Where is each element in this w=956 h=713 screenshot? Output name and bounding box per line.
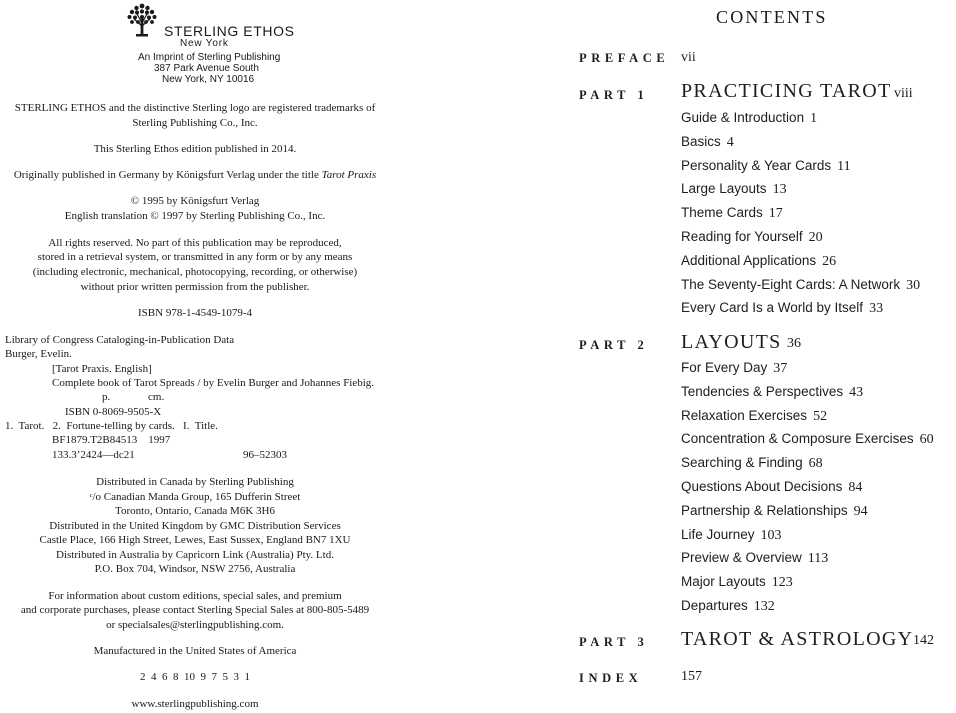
rights-line: without prior written permission from the publisher.: [80, 281, 310, 293]
toc-entry-page-number: 33: [869, 301, 884, 317]
toc-entry: [681, 110, 817, 127]
toc-entry: [681, 277, 920, 294]
toc-entry-title: Additional Applications: [681, 252, 817, 268]
website-line: www.sterlingpublishing.com: [131, 698, 259, 710]
cip-author: Burger, Evelin.: [5, 348, 72, 360]
toc-entry: [681, 300, 883, 317]
toc-entry-title: Theme Cards: [681, 205, 763, 221]
toc-entry: [681, 229, 823, 246]
toc-entry-title: Personality & Year Cards: [681, 157, 832, 173]
manufactured-note: Manufactured in the United States of America: [93, 645, 297, 657]
toc-entry: [681, 134, 734, 151]
publisher-logo-city: New York: [180, 38, 229, 49]
original-publication-note: [0, 168, 390, 183]
preface-page-number: vii: [681, 50, 696, 65]
distribution-line: Castle Place, 166 High Street, Lewes, East Sussex, England BN7 1XU: [39, 534, 351, 546]
toc-entry-title: Reading for Yourself: [681, 229, 803, 244]
toc-entry: [681, 431, 934, 448]
toc-entry: [681, 408, 827, 425]
part-title: TAROT & ASTROLOGY: [681, 628, 914, 650]
toc-entry-page-number: 43: [849, 384, 864, 400]
toc-entry-title: Relaxation Exercises: [681, 407, 808, 423]
toc-entry-title: Searching & Finding: [681, 455, 803, 471]
toc-entry-page-number: 60: [919, 432, 934, 448]
toc-entry-page-number: 94: [853, 503, 868, 519]
cip-dewey: 133.3’2424—dc21: [52, 449, 135, 461]
trademark-line: Sterling Publishing Co., Inc.: [132, 117, 258, 129]
distribution-line: P.O. Box 704, Windsor, NSW 2756, Australia: [94, 563, 296, 575]
cip-lccn: 96–52303: [243, 449, 287, 461]
special-sales-line: or specialsales@sterlingpublishing.com.: [106, 619, 284, 631]
copyright-line: © 1995 by Königsfurt Verlag: [130, 195, 260, 207]
toc-entry-title: Guide & Introduction: [681, 110, 805, 125]
toc-entry-title: Life Journey: [681, 526, 755, 542]
index-page-number: 157: [681, 669, 702, 684]
isbn-line: ISBN 978-1-4549-1079-4: [138, 307, 252, 319]
toc-entry: [681, 503, 868, 520]
distribution-line: Distributed in the United Kingdom by GMC Distribution Services: [49, 520, 341, 532]
toc-entry-title: Every Card Is a World by Itself: [681, 300, 864, 316]
contents-page: [570, 0, 956, 713]
original-title: Tarot Praxis: [321, 169, 377, 181]
toc-entry-title: For Every Day: [681, 360, 768, 375]
toc-entry: [681, 158, 851, 175]
toc-entry-title: Basics: [681, 133, 721, 149]
toc-entry-title: Departures: [681, 598, 748, 613]
toc-entry-page-number: 4: [726, 134, 734, 150]
imprint-line: 387 Park Avenue South: [154, 63, 259, 74]
toc-entry-page-number: 132: [753, 599, 775, 614]
part-page-number: 36: [787, 336, 801, 351]
toc-entry-page-number: 123: [771, 575, 793, 591]
toc-entry: [681, 479, 862, 496]
toc-entry-page-number: 20: [808, 230, 823, 245]
part-page-number: 142: [913, 633, 934, 648]
part-label: PART 1: [579, 88, 649, 102]
toc-entry-page-number: 37: [773, 361, 788, 376]
toc-entry-title: Preview & Overview: [681, 550, 802, 566]
publisher-logo-name: STERLING ETHOS: [164, 23, 295, 39]
toc-entry-page-number: 68: [808, 456, 823, 472]
toc-entry-title: Partnership & Relationships: [681, 502, 848, 518]
toc-entry-title: The Seventy-Eight Cards: A Network: [681, 276, 901, 292]
preface-label: PREFACE: [579, 51, 670, 65]
toc-entry-page-number: 11: [837, 158, 851, 174]
toc-entry: [681, 455, 823, 472]
original-publication-prefix: Originally published in Germany by Königsfurt Verlag under the title: [13, 169, 322, 181]
rights-line: stored in a retrieval system, or transmitted in any form or by any means: [37, 251, 353, 263]
toc-entry-title: Major Layouts: [681, 574, 766, 590]
toc-entry-page-number: 30: [906, 277, 921, 293]
toc-entry: [681, 205, 783, 222]
toc-entry-page-number: 1: [810, 111, 818, 126]
contents-heading: CONTENTS: [716, 7, 828, 27]
toc-entry-page-number: 103: [760, 527, 782, 543]
rights-line: (including electronic, mechanical, photocopying, recording, or otherwise): [32, 266, 358, 278]
part-title: LAYOUTS: [681, 331, 782, 353]
special-sales-line: For information about custom editions, special sales, and premium: [48, 590, 342, 602]
rights-line: All rights reserved. No part of this publication may be reproduced,: [48, 237, 342, 249]
toc-entry: [681, 598, 775, 615]
cip-pagination: p.: [102, 391, 111, 403]
toc-entry: [681, 527, 782, 544]
toc-entry: [681, 360, 787, 377]
toc-entry-page-number: 17: [768, 206, 783, 222]
cip-title-statement: Complete book of Tarot Spreads / by Evelin Burger and Johannes Fiebig.: [52, 377, 375, 389]
toc-entry: [681, 181, 787, 198]
toc-entry-title: Concentration & Composure Exercises: [681, 431, 914, 447]
imprint-line: New York, NY 10016: [162, 74, 255, 85]
toc-entry-title: Tendencies & Perspectives: [681, 383, 844, 399]
distribution-line: ᶜ/o Canadian Manda Group, 165 Dufferin Street: [89, 491, 301, 503]
part-page-number: viii: [894, 86, 913, 101]
distribution-line: Distributed in Australia by Capricorn Link (Australia) Pty. Ltd.: [56, 549, 334, 561]
toc-entry-page-number: 26: [822, 253, 837, 269]
toc-entry: [681, 574, 793, 591]
index-label: INDEX: [579, 671, 643, 685]
toc-entry-page-number: 13: [772, 182, 787, 198]
special-sales-line: and corporate purchases, please contact Sterling Special Sales at 800-805-5489: [20, 604, 370, 616]
toc-entry: [681, 384, 863, 401]
copyright-page: [0, 0, 390, 713]
toc-entry-page-number: 113: [807, 551, 829, 567]
edition-note: This Sterling Ethos edition published in 2014.: [93, 143, 297, 155]
part-label: PART 3: [579, 635, 649, 649]
toc-entry: [681, 550, 828, 567]
copyright-line: English translation © 1997 by Sterling Publishing Co., Inc.: [64, 210, 326, 222]
toc-entry-title: Large Layouts: [681, 181, 767, 197]
trademark-line: STERLING ETHOS and the distinctive Sterling logo are registered trademarks of: [14, 102, 376, 114]
part-label: PART 2: [579, 338, 649, 352]
toc-entry-title: Questions About Decisions: [681, 479, 843, 494]
cip-heading: Library of Congress Cataloging-in-Publication Data: [5, 334, 235, 346]
printing-line: 2 4 6 8 10 9 7 5 3 1: [140, 671, 250, 683]
toc-entry-page-number: 52: [813, 408, 828, 424]
toc-entry-page-number: 84: [848, 480, 863, 495]
toc-entry: [681, 253, 836, 270]
distribution-line: Toronto, Ontario, Canada M6K 3H6: [115, 505, 275, 517]
cip-lc-class: BF1879.T2B84513 1997: [52, 434, 171, 446]
part-title: PRACTICING TAROT: [681, 80, 892, 102]
imprint-line: An Imprint of Sterling Publishing: [138, 52, 281, 63]
cip-size: cm.: [148, 391, 165, 403]
sterling-tree-logo-icon: [125, 2, 159, 38]
distribution-line: Distributed in Canada by Sterling Publishing: [96, 476, 294, 488]
cip-uniform-title: [Tarot Praxis. English]: [52, 363, 152, 375]
cip-isbn: ISBN 0-8069-9505-X: [65, 406, 162, 418]
cip-subjects: 1. Tarot. 2. Fortune-telling by cards. I. Title.: [5, 420, 218, 432]
